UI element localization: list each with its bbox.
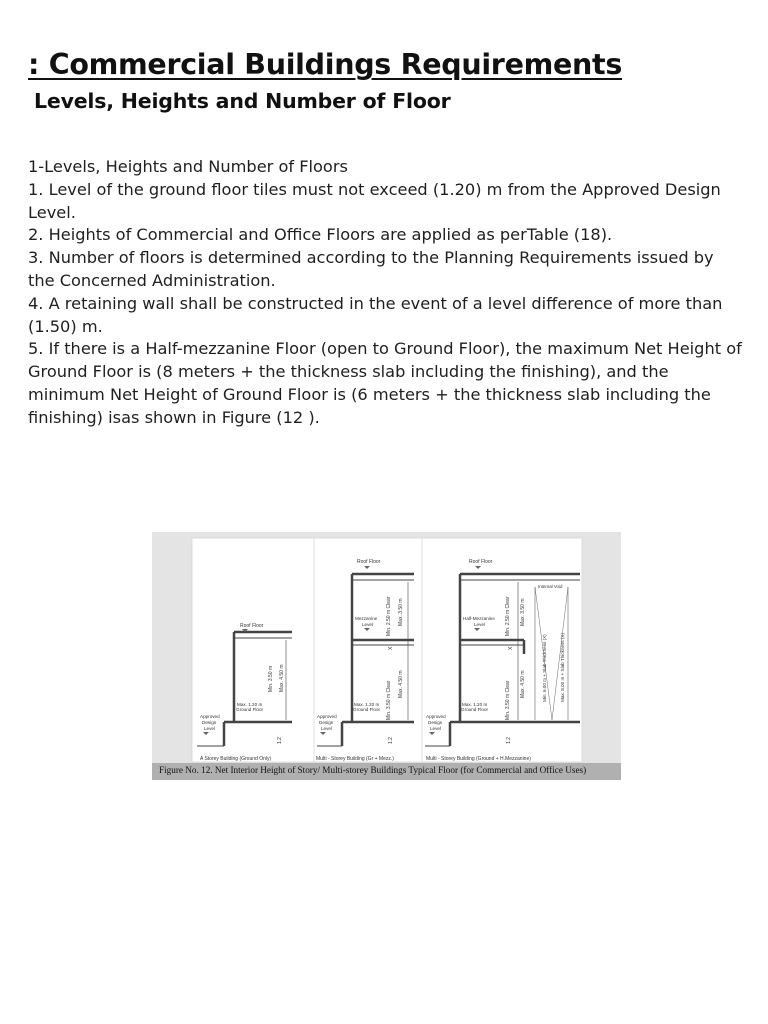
panel1-roof-label: Roof Floor <box>240 623 264 629</box>
panel1-max-height: Max. 4.50 m <box>279 664 285 692</box>
panel2-upper-max: Max. 3.50 m <box>398 598 404 626</box>
panel2-dim: 1.2 <box>388 737 394 744</box>
panel1-dim: 1.2 <box>277 737 283 744</box>
figure-caption: Figure No. 12. Net Interior Height of Story/ Multi-storey Buildings Typical Floor (for Commercial and Office Uses) <box>159 765 587 775</box>
figure-caption-bar <box>152 763 621 780</box>
panel2-design-label: Design <box>319 720 334 725</box>
panel1-approved-label: Approved <box>200 714 220 719</box>
panel3-ground-label: Ground Floor <box>461 707 489 712</box>
panel3-upper-max: Max. 3.50 m <box>520 598 526 626</box>
panel1-ground-max: Max. 1.20 m <box>237 702 263 707</box>
panel2-lower-max: Max. 4.50 m <box>398 670 404 698</box>
paragraph-1: 1. Level of the ground floor tiles must not exceed (1.20) m from the Approved Design Level. <box>28 179 721 222</box>
panel3-mezz-level: Level <box>474 622 485 627</box>
panel3-caption: Multi - Storey Building (Ground + H.Mezzanine) <box>426 756 531 762</box>
panel2-ground-label: Ground Floor <box>353 707 381 712</box>
figure-diagram <box>152 532 621 763</box>
panel2-mezz-label: Mezzanine <box>355 616 378 621</box>
body-text <box>28 156 744 430</box>
paragraph-3: 3. Number of floors is determined according to the Planning Requirements issued by the Concerned Administration. <box>28 248 714 290</box>
panel3-x-mark: X <box>508 646 514 650</box>
paragraph-2: 2. Heights of Commercial and Office Floors are applied as perTable (18). <box>28 225 613 245</box>
panel3-upper-min: Min. 2.50 m Clear <box>505 596 511 636</box>
panel2-approved-label: Approved <box>317 714 337 719</box>
figure-12 <box>152 532 621 780</box>
panel2-level-label: Level <box>321 726 332 731</box>
panel3-void-min: Min. 6.00 m + Slab Thickness (X) <box>542 634 547 702</box>
paragraph-heading: 1-Levels, Heights and Number of Floors <box>28 157 348 176</box>
panel1-min-height: Min. 3.50 m <box>268 665 274 692</box>
panel3-lower-min: Min. 3.50 m Clear <box>505 680 511 720</box>
panel3-void-label: Internal Void <box>538 584 563 589</box>
panel3-void-max: Max. 8.00 m + Slab Thickness (X) <box>560 633 565 702</box>
panel3-level-label: Level <box>430 726 441 731</box>
panel2-mezz-level: Level <box>362 622 373 627</box>
panel3-roof-label: Roof Floor <box>469 559 493 565</box>
panel3-ground-max: Max. 1.20 m <box>462 702 488 707</box>
panel1-design-label: Design <box>202 720 217 725</box>
panel2-x-mark: X <box>388 646 394 650</box>
panel3-design-label: Design <box>428 720 443 725</box>
paragraph-5: 5. If there is a Half-mezzanine Floor (open to Ground Floor), the maximum Net Height of Ground Floor is (8 meters + the thickness slab including the finishing), and the minimum Net Height of Ground Floor is (6 meters + the thickness slab including the finishing) isas shown in Figure (12 ). <box>28 339 742 427</box>
panel1-ground-label: Ground Floor <box>236 707 264 712</box>
page-title: : Commercial Buildings Requirements <box>28 48 622 81</box>
panel3-approved-label: Approved <box>426 714 446 719</box>
panel2-roof-label: Roof Floor <box>357 559 381 565</box>
panel1-caption: A Storey Building (Ground Only) <box>200 756 272 762</box>
panel1-level-label: Level <box>204 726 215 731</box>
panel3-dim: 1.2 <box>506 737 512 744</box>
panel2-lower-min: Min. 3.50 m Clear <box>386 680 392 720</box>
panel3-mezz-label: Half-Mezzanine <box>463 616 495 621</box>
paragraph-4: 4. A retaining wall shall be constructed in the event of a level difference of more than (1.50) m. <box>28 293 723 336</box>
panel2-caption: Multi - Storey Building (Gr + Mezz.) <box>316 756 394 762</box>
panel2-ground-max: Max. 1.20 m <box>354 702 380 707</box>
panel3-lower-max: Max. 4.50 m <box>520 670 526 698</box>
panel2-upper-min: Min. 2.50 m Clear <box>386 596 392 636</box>
page-subtitle: Levels, Heights and Number of Floor <box>34 89 451 113</box>
